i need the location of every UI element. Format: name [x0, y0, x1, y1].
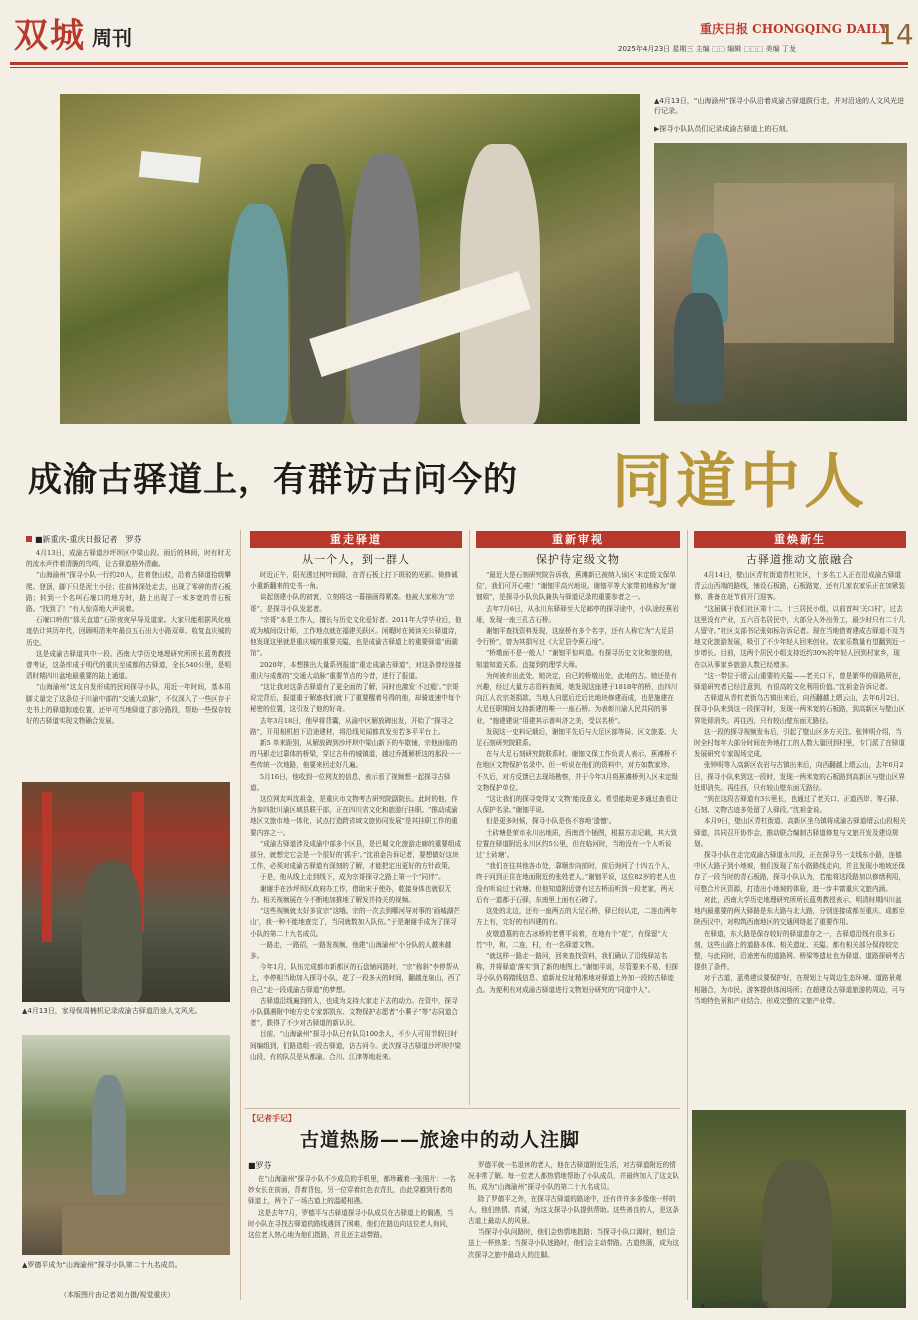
headline-accent: 同道中人 — [612, 447, 868, 517]
column-divider-2 — [469, 530, 470, 1105]
box-byline: ■罗芬 — [248, 1161, 272, 1170]
issue-meta: 2025年4月23日 星期三 主编 ⬚⬚ 编辑 ⬚⬚⬚ 美编 丁龙 — [618, 45, 796, 53]
section-3-text: 4月14日，壁山区青杠街道青杠社区，十多名工人正在沿成渝古驿道青云山西端的路线，铺设石板路，石板路宽，还有几家农家乐正在加紧装修，准备在赶节前开门迎客。 “这届属于我们社区第十二、十三居民小组，以前首叫‘关口村’，过去这里没有产业，五六百名居民中，大部分人外出务工，最少时只有二十几人留守。”社区支部书记张如标告诉记者。现在当地借着建成古驿道不及当地文化旅游发展，吸引了不少年轻人回来创业。农家乐数量有望翻到近一步增长。目前，这两个居民小组支持近约30%的年轻人回到村家乡，现在以从事家乡旅游人数已经增多。 “这一带位于缙云山重要的关隘——老关口下，曾是繁华的驿路所在，驿道研究者已经注意到，有很高的文化利用价值。”沈祖金告诉记者。 古驿道从青杠老街乌古镇出来后，向西翻越上缙云山，去年6月2日，探寻小队来到这一段探寻时，发现一两米宽的石板路，到高新区与壁山区界处即消失。再往西，只有较山壁东面无路径。 这一段的探寻视频发布后，引起了壁山区多方关注。张钟明介绍，当时全村每年大部分时间在外地打工的人数大量回到村里，专门派了在驿道发展研究专家现场完成。 张钟明等入高新区农岩与古镇出来后，向西翻越上缙云山，去年6月2日，探寻小队来到这一段时，发现一两米宽的石板路到高新区与壁山区界处即消失。再往西，只有较山壁东面无路径。 “到在这段古驿道有3公里长，也通过了老关口、正道西岸、等石驿、石刻、文物古迹多处留了人驿段。”沈祖金说。 本月9日，壁山区青杠街道、高新区坐乌镇将成渝古驿道缙云山段相关驿道，共同召开协作会，推动联合编制古驿道修复与文旅开发及建设规划。 探寻小队在走完成渝古驿道永川段，正在探寻另一支线东小路，连德中区大路子到小地坡，他们发现了东小路路线走向，并且发现小地坡还保存了一段当时的青石板路，探寻小队认为，若能将这段路加以修缮利用，可整合片区资源，打造出小地坡的体验，进一步丰富重庆文旅内涵。 对此，西南大学历史地理研究所所长蓝勇教授表示，明清时期四川盆地内最重要的两大驿路是东大路与北大路，分别连接成都至重庆、成都至陕西汉中，对构筑西南地区的交通网络起了重要作用。 在驿道，东大路是保存较好的驿道遗存之一，古驿道沿线有很多石刻，这些山路上的道路本体、相关遗址、关隘、都有相关部分保持较完整，与此同时，沿途密布的道路网、桥梁等遗址也为驿道、道路探研考古提供了条件。 对于古道，蓝勇建议要保护好，在规划上与周边生态环境、道路景观相融合，为市民、游客提供体闲场所；在超建设古驿道旅游的周边，可与当地特色景和产业结合，形成完整的文旅产业带。 — [694, 571, 906, 1005]
section-1-sub: 从一个人，到一群人 — [302, 553, 410, 566]
stone-carving-photo — [654, 143, 907, 421]
header-rule — [10, 62, 908, 65]
section-2-text: “最近大是石刻研究院告诉我，蕉滩新已被纳入该区‘未定级文保单位’，我们可开心啦！”谢钿平高兴地说。谢钿平等大家带初地称为“谢钿姐”，是探寻小队负队兼执与驿道记录的重要参者之一。 去年7月6日，从永川东驿驿至大足邮亭的探寻途中，小队途经蕉岩垭，发现一座三孔古石桥。 谢钿平查找资料发现，这座桥有多个名字，还有人称它为“大足县令行桥”，曾为其捐写过《大足县令蕉石垭”。 “桥墩面不是一般人！”谢钿平惊叫道。有探寻历史文化和旅的他，知道知道关系。直接到的理学大师。 为何被弃出此处，她决定，自已的桥墩出处，此地的古。她还是有兴趣，经过大量方志资料查阅，她发现这座建于1818年的桥，由四川向江人衣宗尧捐款。当地人自愿后迁后比地块修建而成，也是施建在大足任职期间支持新建的唯一一座石桥。为表彰川渝人民共同的事业，“施建建说”用建其示普叫济之美，受以名桥”。 发现这一史料记载后，谢钿平先后与大足区部等局、区文旅委、大足石刻研究院联系。 在与大足石刻研究院联系时，谢钿文保工作负责人表示，蕉滩桥不在地区文物保护名录中。但一听说在他们的资料中，对方如数家珍、不久后，对方反馈已去现场勘察，并于今年3月将蕉滩桥列入区未定级文物保护单位。 “这让我们的探寻变得又‘文物’能没意义。希望能助更多通过查看让人保护名录。”谢钿平说。 但是更多时候，探寻小队是伤不容地‘遗憾’。 土砖塘是荣市永川出地质，西南首个插图，根据方志记载，其大致位置在驿道附近永川区约5公里，但在临河时，当地没有一个人听说过‘土砖塘’。 “我们在往其他各市处，靠顺步向前时，前后询问了十四五个人，终于问到正住在地面附近的张姓老人。”谢钿平说，这位82岁的老人也没有听说过土砖塘。但他知道附近曾有过古桥而听到一段老家，两天后有一道都于石驿，东南里上面有石碑了。 这处的北边，还有一座两五的大足石桥，驿已经认定，二连由两年方上有，完好的有四建的有。 皮墩遗墓的在古冰桥的老曹平说着，在地有个“花”，有保留“大竹”中，和，二连，村，有一名驿道文物。 “就这样一路走一路问，回来查找资料，我们确认了沿线驿站名称，并将驿道‘落实’到了新的地图上。”谢钿平说，尽管要来不易，但探寻小队仍将踏线信息、道新址位址精准地对驿道上外加一段的古驿迹点。为便利有对成渝古驿道进行文物划分研究的“同道中人”。 — [476, 571, 679, 994]
box-rule — [244, 1108, 680, 1109]
section-3-bar: 重焕新生 — [694, 531, 906, 548]
box-text-right: 罗德平就一名退休的老人，他在古驿道附近生活，对古驿道附近的情况非常了解。每一位老人都热情地帮助了小队成员，并最终加入了这支队伍，成为“山海渝州”探寻小队的第二十九名成员。 除了罗德平之外，在探寻古驿道的路途中，还有许许多多像他一样的人，他们热情、真诚，为这支探寻小队提供帮助。这些善良的人，是这条古道上最动人的风景。 当探寻小队问路时，他们会热情地指路；当探寻小队口渴时，他们会送上一杯热茶；当探寻小队迷路时，他们会主动带路。古道热肠，成为这次探寻之旅中最动人的注脚。 — [468, 1161, 679, 1259]
page-number: 14 — [878, 18, 914, 51]
caption-right-bottom: ▲沈祖金在探访古驿道。 — [700, 1301, 776, 1309]
caption-top-right-1: ▲4月13日，“山海渝州”探寻小队沿着成渝古驿道跋行走，并对沿途的人文风光进行记录。 — [654, 97, 904, 115]
box-text-left: 在“山海渝州”探寻小队不少成员的手机里，都珍藏着一张照片：一名妙女长在前面，背着背包，另一位穿着红色衣背扎，由此穿越到行者的驿道上，两个了一场古道上的温暖相遇。 这是去年7月，罗德平与古驿道探寻小队成员在古驿道上的偶遇，当时小队在寻找古驿道的路线遇到了困难，他们在路边向这位老人询问，这位老人热心地为他们指路，并且还主动带路。 — [248, 1175, 456, 1240]
shen-zujin-photo — [692, 1110, 906, 1308]
photo-credit: （本版图片由记者刘力摄/视觉重庆） — [60, 1291, 175, 1299]
section-2-sub: 保护待定级文物 — [536, 553, 620, 566]
caption-left-1: ▲4月13日，家母保周楠机记录成渝古驿道沿途人文风光。 — [22, 1007, 202, 1015]
section-title: 双城 — [14, 16, 86, 56]
section-subtitle: 周刊 — [92, 26, 132, 50]
caption-left-2: ▲罗德平成为“山海渝州”探寻小队第二十九名成员。 — [22, 1261, 182, 1269]
section-1-bar: 重走驿道 — [250, 531, 462, 548]
section-3-sub: 古驿道推动文旅融合 — [746, 553, 854, 566]
header-rule-thin — [10, 67, 908, 68]
member-photo — [22, 1035, 230, 1255]
section-1-text: 时近正午，阳光透过树叶间隙，在青石板上打下斑驳的光影。倚修诚小重新翻来的史书一角。 谈起创建小队的初衷，立刻将这一幕描画得紧凑。他被大家称为“宗哥”，是探寻小队发起者。 “宗哥”本是工作人，擅长与历史文化爱好者。2011年大学毕业后，他成为城间设计师，工作地点就在福建关跃区。闲暇时在阅读关公驿道诗，他发现这里就是重庆城的重要关隘，也是成渝古驿道上的重要驿道“雨湖馆”。 2020年，本想推出大量系列报道“重走成渝古驿道”，对这条曾经连接重庆与成都的“交通大动脉”重要节点的今昔，进行了报道。 “这让我对这条古驿道有了更全面的了解，同时也激发‘不过瘾’。”宗哥说完背后，报道重于解惑我们就下了重要醒着号得的他，却骑迹速中每个秘密的位置，这引发了他的好奇。 去年3月18日，他早将背囊，从渝中区解放碑出发，开始了“探寻之路”，开用相机拍下沿途建材，将沿线见闻都真发至若多平平台上。 新5 单来距别，从解放碑到沙坪坝中梁山新下的车歇铺，宗他面临的的马影走过靠体的桥梁，穿过古朴的城镇道，越过乔溉解析这的那段一一些传统一次地路，他要来回走好几遍。 5月16日，他收到一位网友的信息，表示看了视频想一起探寻古驿道。 这位网友叫沈祖金，是重庆市文物考古研究院副院长。此时的他，作为参四批川渝区域县联干部，正在四川省文化和旅游厅挂职。“推动成渝地区文旅市地一体化，试点打造跨省域文旅协同发展”是其挂职工作的重要内容之一。 “成渝古驿道涉及成渝中部多个区县，是巴蜀文化旅游走廊的重要组成部分，就想完它会是一个很好的‘抓手’。”沈祖金告诉记者，要想做好这块工作，必须对成渝古驿道有深刻的了解，才能把定出更好的方针政策。 于是，他从线上走到线下，成为宗哥探寻之路上第一个“同伴”。 谢谢手在沙坪坝区政府办工作，借助宋于使办，乾接身体也就很无力。相关视频展在今不断地加推地了解发并持关的视频。 “这些视频就太好多宣宗”这哦。宗的一次去到哪河导对事的‘画城湖芒山’，我一种不能地查完了，当同就数加入队伍。”于是谢谢手成为了探寻小队的第二十九名成员。 一路走，一路招，一路发视频，他建“山海渝州”小分队的人越来越多。 今年1月，队伍完成都市新都区的石盘铺问路时，“宗”称斜”李停帮从上，李停相当助加入探寻小队，花了一段多天的时间，翻越龙泉山，西了自己“走一段成渝古驿道”的梦想。 古驿道沿线遍到的人，也成为支持大家走下去的动力。在资中，探寻小队偶遇附中地方史专家郭凯东、文物保护志愿者“小薯子”等“志同道合者”，跌得了不少对古驿道的新认识。 目前，“山海渝州”探寻小队已有队员100余人，不少人可用节假日时间编组到，们路造组一段古驿道，访古问今。此次探寻古驿道沙坪坝中梁山段，有的队员是从都渝、合川、江津等地赶来。 — [250, 571, 462, 1061]
section-2-bar: 重新审视 — [476, 531, 680, 548]
caption-top-right-2: ▶探寻小队队员们记录成渝古驿道上的石刻。 — [654, 125, 793, 133]
box-title: 古道热肠——旅途中的动人注脚 — [300, 1129, 581, 1151]
box-tag: 【记者手记】 — [248, 1113, 296, 1123]
byline-main: ■新重庆-重庆日报记者 罗芬 — [26, 534, 141, 545]
headline-main: 成渝古驿道上，有群访古问今的 — [28, 460, 518, 500]
main-photo — [60, 94, 640, 424]
column-divider-3 — [687, 530, 688, 1300]
newspaper-logo: 重庆日报 CHONGQING DAILY — [700, 22, 888, 36]
intro-text: 4月13日，成渝古驿道沙坪坝区中梁山段。雨后的林间，时有时无的流水声伴着清脆的鸟鸣，让古驿道格外清幽。 “山海渝州”探寻小队一行约20人，拄着登山杖，沿着古驿道拾级攀爬。登顶，脚下只是泥土小径；往前林深处走去，出现了零碎的青石板路；转到一个名叫石堰口的地方时，路上出现了一米多宽的青石板路。“找到了！”有人惊喜地大声说着。 石堰口岭的“那关直道”石阶夜夜早导及道家。大家只能根据风化痕迹估计其历年代，回顾明清来年最良五石出大小路双章、收复直庆城的历史。 这是成渝古驿道其中一段。西南大学历史地理研究所所长蓝勇教授曾考证，这条库成于明代的重庆至成都的古驿道，全长540公里，是明清时期四川盆地最重要的陆上通道。 “山海渝州”这支自发形成的民间探寻小队，用近一年时间，基本用脚丈量完了这条位于川渝中部的“交通大动脉”，不仅深入了一些区存于史书上的驿道踪迹位置，还甲可当地驿道了部分路段，帮助一些保存较好的古驿道实现文物确合发展。 — [26, 549, 231, 726]
photographer-photo — [22, 782, 230, 1002]
column-divider-1 — [240, 530, 241, 1300]
